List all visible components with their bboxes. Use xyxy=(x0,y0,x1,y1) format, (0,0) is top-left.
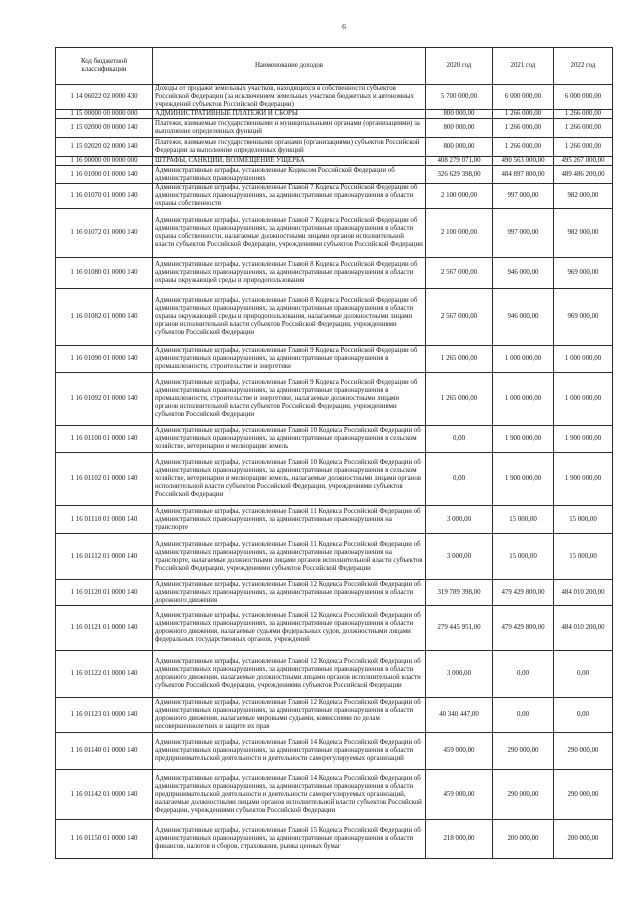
budget-code-cell: 1 16 01122 01 0000 140 xyxy=(56,651,153,698)
table-row xyxy=(56,373,613,426)
amount-2022-cell: 1 266 000,00 xyxy=(554,110,613,119)
table-row xyxy=(56,770,613,820)
amount-2022-cell: 15 000,00 xyxy=(554,506,613,534)
header-year-2021: 2021 год xyxy=(493,48,554,85)
revenue-name-cell: Административные штрафы, установленные Главой 8 Кодекса Российской Федерации об административных правонарушениях, за административные правонарушения в области охраны окружающей среды и природопользования xyxy=(153,258,426,289)
amount-2022-cell: 495 267 000,00 xyxy=(554,157,613,166)
table-row xyxy=(56,580,613,606)
budget-code-cell: 1 16 01080 01 0000 140 xyxy=(56,258,153,289)
amount-2021-cell: 1 900 000,00 xyxy=(493,426,554,453)
table-row xyxy=(56,110,613,119)
table-row xyxy=(56,209,613,258)
amount-2020-cell: 800 000,00 xyxy=(426,138,493,157)
budget-code-cell: 1 16 01110 01 0000 140 xyxy=(56,506,153,534)
revenue-name-cell: Административные штрафы, установленные Главой 12 Кодекса Российской Федерации об административных правонарушениях, за административные правонарушения в области дорожного движения, налагаемые должностными лицами органов исполнительной власти субъектов Российской Федерации, учреждениями субъектов Российской Федерации xyxy=(153,651,426,698)
table-row xyxy=(56,651,613,698)
revenue-name-cell: Платежи, взимаемые государственными органами (организациями) субъектов Российской Федерации за выполнение определенных функций xyxy=(153,138,426,157)
revenue-name-cell: АДМИНИСТРАТИВНЫЕ ПЛАТЕЖИ И СБОРЫ xyxy=(153,110,426,119)
budget-code-cell: 1 16 01000 01 0000 140 xyxy=(56,166,153,184)
amount-2021-cell: 1 000 000,00 xyxy=(493,346,554,373)
amount-2020-cell: 0,00 xyxy=(426,453,493,506)
amount-2021-cell: 1 266 000,00 xyxy=(493,119,554,138)
revenue-name-cell: Административные штрафы, установленные Кодексом Российской Федерации об административных правонарушениях xyxy=(153,166,426,184)
amount-2022-cell: 290 000,00 xyxy=(554,770,613,820)
revenue-table xyxy=(55,47,613,859)
amount-2020-cell: 3 000,00 xyxy=(426,506,493,534)
amount-2020-cell: 2 567 000,00 xyxy=(426,289,493,346)
budget-code-cell: 1 16 01112 01 0000 140 xyxy=(56,534,153,580)
amount-2020-cell: 319 789 398,00 xyxy=(426,580,493,606)
amount-2020-cell: 800 000,00 xyxy=(426,119,493,138)
budget-code-cell: 1 16 01090 01 0000 140 xyxy=(56,346,153,373)
amount-2022-cell: 6 000 000,00 xyxy=(554,85,613,110)
amount-2020-cell: 800 000,00 xyxy=(426,110,493,119)
amount-2020-cell: 1 265 000,00 xyxy=(426,346,493,373)
table-row xyxy=(56,346,613,373)
header-budget-code xyxy=(56,48,153,85)
revenue-name-cell: Административные штрафы, установленные Главой 12 Кодекса Российской Федерации об административных правонарушениях, за административные правонарушения в области дорожного движения, налагаемые судьями федеральных судов, должностными лицами федеральных государственных органов, учреждений xyxy=(153,606,426,651)
amount-2021-cell: 1 266 000,00 xyxy=(493,110,554,119)
revenue-name-cell: Административные штрафы, установленные Главой 9 Кодекса Российской Федерации об административных правонарушениях, за административные правонарушения в промышленности, строительстве и энергетике xyxy=(153,346,426,373)
amount-2022-cell: 290 000,00 xyxy=(554,733,613,770)
amount-2021-cell: 0,00 xyxy=(493,698,554,733)
revenue-name-cell: Административные штрафы, установленные Главой 11 Кодекса Российской Федерации об административных правонарушениях, за административные правонарушения на транспорте xyxy=(153,506,426,534)
amount-2020-cell: 3 000,00 xyxy=(426,651,493,698)
amount-2022-cell: 0,00 xyxy=(554,698,613,733)
amount-2022-cell: 1 900 000,00 xyxy=(554,426,613,453)
budget-code-cell: 1 14 06022 02 0000 430 xyxy=(56,85,153,110)
amount-2022-cell: 484 010 200,00 xyxy=(554,606,613,651)
revenue-name-cell: Платежи, взимаемые государственными и муниципальными органами (организациями) за выполнение определенных функций xyxy=(153,119,426,138)
table-header xyxy=(56,48,613,85)
amount-2021-cell: 997 000,00 xyxy=(493,209,554,258)
table-row xyxy=(56,453,613,506)
amount-2020-cell: 459 000,00 xyxy=(426,733,493,770)
revenue-name-cell: Административные штрафы, установленные Главой 15 Кодекса Российской Федерации об административных правонарушениях, за административные правонарушения в области финансов, налогов и сборов, страхования, рынка ценных бумаг xyxy=(153,820,426,859)
amount-2022-cell: 1 266 000,00 xyxy=(554,119,613,138)
table-row xyxy=(56,698,613,733)
amount-2022-cell: 1 000 000,00 xyxy=(554,373,613,426)
amount-2022-cell: 969 000,00 xyxy=(554,258,613,289)
amount-2020-cell: 279 445 951,00 xyxy=(426,606,493,651)
budget-code-cell: 1 16 01082 01 0000 140 xyxy=(56,289,153,346)
amount-2020-cell: 408 279 071,00 xyxy=(426,157,493,166)
amount-2020-cell: 3 000,00 xyxy=(426,534,493,580)
revenue-name-cell: Административные штрафы, установленные Главой 12 Кодекса Российской Федерации об административных правонарушениях, за административные правонарушения в области дорожного движения, налагаемые мировыми судьями, комиссиями по делам несовершеннолетних и защите их прав xyxy=(153,698,426,733)
amount-2020-cell: 326 629 398,00 xyxy=(426,166,493,184)
amount-2021-cell: 290 000,00 xyxy=(493,733,554,770)
amount-2020-cell: 2 567 000,00 xyxy=(426,258,493,289)
table-body xyxy=(56,85,613,859)
table-row xyxy=(56,534,613,580)
table-row xyxy=(56,506,613,534)
revenue-name-cell: Административные штрафы, установленные Главой 10 Кодекса Российской Федерации об административных правонарушениях, за административные правонарушения в сельском хозяйстве, ветеринарии и мелиорации земель, налагаемые должностными лицами органов исполнительной власти субъектов Российской Федерации, учреждениями субъектов Российской Федерации xyxy=(153,453,426,506)
budget-code-cell: 1 16 00000 00 0000 000 xyxy=(56,157,153,166)
revenue-name-cell: Административные штрафы, установленные Главой 14 Кодекса Российской Федерации об административных правонарушениях, за административные правонарушения в области предпринимательской деятельности и деятельности саморегулируемых организаций, налагаемые должностными лицами органов исполнительной власти субъектов Российской Федерации, учреждениями субъектов Российской Федерации xyxy=(153,770,426,820)
amount-2021-cell: 6 000 000,00 xyxy=(493,85,554,110)
revenue-name-cell: Административные штрафы, установленные Главой 12 Кодекса Российской Федерации об административных правонарушениях, за административные правонарушения в области дорожного движения xyxy=(153,580,426,606)
revenue-name-cell: Административные штрафы, установленные Главой 7 Кодекса Российской Федерации об административных правонарушениях, за административные правонарушения в области охраны собственности xyxy=(153,184,426,209)
header-row xyxy=(56,48,613,85)
amount-2021-cell: 0,00 xyxy=(493,651,554,698)
amount-2022-cell: 982 000,00 xyxy=(554,184,613,209)
budget-code-cell: 1 15 02000 00 0000 140 xyxy=(56,119,153,138)
header-year-2020: 2020 год xyxy=(426,48,493,85)
budget-code-cell: 1 16 01140 01 0000 140 xyxy=(56,733,153,770)
table-row xyxy=(56,138,613,157)
amount-2022-cell: 1 266 000,00 xyxy=(554,138,613,157)
amount-2021-cell: 490 563 000,00 xyxy=(493,157,554,166)
amount-2020-cell: 2 100 000,00 xyxy=(426,184,493,209)
amount-2020-cell: 218 000,00 xyxy=(426,820,493,859)
amount-2021-cell: 1 000 000,00 xyxy=(493,373,554,426)
header-budget-code-label: Код бюджетной классификации xyxy=(80,58,128,73)
table-row xyxy=(56,289,613,346)
budget-code-cell: 1 16 01142 01 0000 140 xyxy=(56,770,153,820)
amount-2021-cell: 15 000,00 xyxy=(493,506,554,534)
amount-2021-cell: 484 897 800,00 xyxy=(493,166,554,184)
amount-2021-cell: 290 000,00 xyxy=(493,770,554,820)
budget-code-cell: 1 16 01102 01 0000 140 xyxy=(56,453,153,506)
amount-2020-cell: 2 100 000,00 xyxy=(426,209,493,258)
table-row xyxy=(56,119,613,138)
revenue-name-cell: ШТРАФЫ, САНКЦИИ, ВОЗМЕЩЕНИЕ УЩЕРБА xyxy=(153,157,426,166)
budget-code-cell: 1 15 02020 02 0000 140 xyxy=(56,138,153,157)
amount-2020-cell: 1 265 000,00 xyxy=(426,373,493,426)
amount-2021-cell: 946 000,00 xyxy=(493,289,554,346)
amount-2021-cell: 479 429 800,00 xyxy=(493,606,554,651)
table-row xyxy=(56,820,613,859)
header-revenue-name: Наименование доходов xyxy=(153,48,426,85)
revenue-name-cell: Административные штрафы, установленные Главой 14 Кодекса Российской Федерации об административных правонарушениях, за административные правонарушения в области предпринимательской деятельности и деятельности саморегулируемых организаций xyxy=(153,733,426,770)
page-number: 6 xyxy=(342,22,346,31)
amount-2022-cell: 0,00 xyxy=(554,651,613,698)
table-row xyxy=(56,606,613,651)
amount-2020-cell: 40 340 447,00 xyxy=(426,698,493,733)
table-row xyxy=(56,157,613,166)
budget-code-cell: 1 16 01123 01 0000 140 xyxy=(56,698,153,733)
revenue-name-cell: Административные штрафы, установленные Главой 10 Кодекса Российской Федерации об административных правонарушениях, за административные правонарушения в сельском хозяйстве, ветеринарии и мелиорации земель xyxy=(153,426,426,453)
budget-code-cell: 1 16 01070 01 0000 140 xyxy=(56,184,153,209)
amount-2021-cell: 946 000,00 xyxy=(493,258,554,289)
amount-2022-cell: 1 000 000,00 xyxy=(554,346,613,373)
table-row xyxy=(56,184,613,209)
budget-code-cell: 1 15 00000 00 0000 000 xyxy=(56,110,153,119)
header-year-2022: 2022 год xyxy=(554,48,613,85)
amount-2021-cell: 200 000,00 xyxy=(493,820,554,859)
amount-2021-cell: 1 900 000,00 xyxy=(493,453,554,506)
revenue-name-cell: Административные штрафы, установленные Главой 8 Кодекса Российской Федерации об административных правонарушениях, за административные правонарушения в области охраны окружающей среды и природопользования, налагаемые должностными лицами органов исполнительной власти субъектов Российской Федерации, учреждениями субъектов Российской Федерации xyxy=(153,289,426,346)
table-row xyxy=(56,258,613,289)
budget-code-cell: 1 16 01121 01 0000 140 xyxy=(56,606,153,651)
amount-2022-cell: 982 000,00 xyxy=(554,209,613,258)
budget-code-cell: 1 16 01150 01 0000 140 xyxy=(56,820,153,859)
amount-2020-cell: 0,00 xyxy=(426,426,493,453)
amount-2022-cell: 15 000,00 xyxy=(554,534,613,580)
table-row xyxy=(56,166,613,184)
amount-2022-cell: 200 000,00 xyxy=(554,820,613,859)
amount-2021-cell: 15 000,00 xyxy=(493,534,554,580)
table-row xyxy=(56,733,613,770)
amount-2021-cell: 1 266 000,00 xyxy=(493,138,554,157)
amount-2021-cell: 997 000,00 xyxy=(493,184,554,209)
amount-2020-cell: 5 700 000,00 xyxy=(426,85,493,110)
amount-2022-cell: 489 486 200,00 xyxy=(554,166,613,184)
amount-2022-cell: 1 900 000,00 xyxy=(554,453,613,506)
budget-code-cell: 1 16 01100 01 0000 140 xyxy=(56,426,153,453)
revenue-name-cell: Доходы от продажи земельных участков, находящихся в собственности субъектов Российской Федерации (за исключением земельных участков бюджетных и автономных учреждений субъектов Российской Федерации) xyxy=(153,85,426,110)
amount-2022-cell: 969 000,00 xyxy=(554,289,613,346)
table-row xyxy=(56,426,613,453)
table-row xyxy=(56,85,613,110)
amount-2020-cell: 459 000,00 xyxy=(426,770,493,820)
budget-code-cell: 1 16 01092 01 0000 140 xyxy=(56,373,153,426)
revenue-name-cell: Административные штрафы, установленные Главой 9 Кодекса Российской Федерации об административных правонарушениях, за административные правонарушения в промышленности, строительстве и энергетике, налагаемые должностными лицами органов исполнительной власти субъектов Российской Федерации, учреждениями субъектов Российской Федерации xyxy=(153,373,426,426)
budget-code-cell: 1 16 01120 01 0000 140 xyxy=(56,580,153,606)
revenue-name-cell: Административные штрафы, установленные Главой 7 Кодекса Российской Федерации об административных правонарушениях, за административные правонарушения в области охраны собственности, налагаемые должностными лицами органов исполнительной власти субъектов Российской Федерации, учреждениями субъектов Российской Федерации xyxy=(153,209,426,258)
budget-code-cell: 1 16 01072 01 0000 140 xyxy=(56,209,153,258)
amount-2021-cell: 479 429 800,00 xyxy=(493,580,554,606)
revenue-name-cell: Административные штрафы, установленные Главой 11 Кодекса Российской Федерации об административных правонарушениях, за административные правонарушения на транспорте, налагаемые должностными лицами органов исполнительной власти субъектов Российской Федерации, учреждениями субъектов Российской Федерации xyxy=(153,534,426,580)
amount-2022-cell: 484 010 200,00 xyxy=(554,580,613,606)
